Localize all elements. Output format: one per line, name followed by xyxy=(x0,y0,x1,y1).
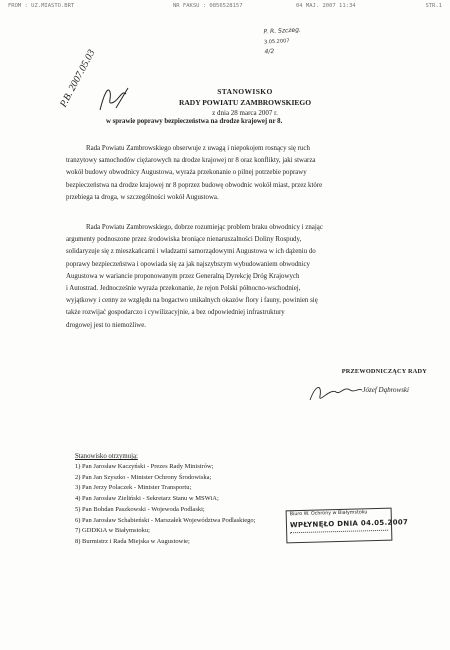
paragraph-line: Rada Powiatu Zambrowskiego obserwuje z uwagą i niepokojem rosnący się ruch xyxy=(86,145,310,152)
document-title: STANOWISKO xyxy=(217,87,273,96)
paragraph-line: Rada Powiatu Zambrowskiego, dobrze rozumiejąc problem braku obwodnicy i znając xyxy=(86,224,323,231)
paragraph-line: poprawy bezpieczeństwa i opowiada się za jak najszybszym wybudowaniem obwodnicy xyxy=(66,260,310,268)
document-header xyxy=(120,86,370,119)
received-stamp-label: WPŁYNĘŁO DNIA 04.05.2007 xyxy=(289,518,409,530)
paragraph-line: drogowej jest to niemożliwe. xyxy=(66,321,146,329)
document-date: z dnia 28 marca 2007 r. xyxy=(212,109,278,117)
recipient-item: 4) Pan Jarosław Zieliński - Sekretarz Stanu w MSWiA; xyxy=(75,495,219,503)
paragraph-line: przebiega ta droga, w szczególności wokół Augustowa. xyxy=(66,193,219,201)
paragraph-line: wyjątkowy i cenny ze względu na bogactwo unikalnych okazów flory i fauny, powinien się xyxy=(66,297,318,305)
fax-number: NR FAKSU : 0856528157 xyxy=(173,3,243,9)
paragraph-1 xyxy=(66,143,386,204)
recipient-item: 8) Burmistrz i Rada Miejska w Augustowie; xyxy=(75,537,190,545)
paragraph-line: bezpieczeństwa na drodze krajowej nr 8 poprzez budowę obwodnic wokół miast, przez które xyxy=(66,181,323,189)
registration-stamp-line3: 4/2 xyxy=(264,47,275,56)
paragraph-line: Augustowa w wariancie proponowanym przez Generalną Dyrekcję Dróg Krajowych xyxy=(66,272,300,280)
council-name: RADY POWIATU ZAMBROWSKIEGO xyxy=(178,98,312,107)
fax-sender: FROM : UZ.MIASTO.BRT xyxy=(8,3,75,9)
stamp-date-line xyxy=(290,530,388,534)
fax-timestamp: 04 MAJ. 2007 11:34 xyxy=(296,3,356,9)
handwritten-date: P.B. 2007.05.03 xyxy=(58,47,98,110)
document-subject: w sprawie poprawy bezpieczeństwa na drodze krajowej nr 8. xyxy=(106,118,283,125)
handwritten-signature xyxy=(306,378,366,408)
received-stamp-office: Biuro W. Ochrony w Białymstoku xyxy=(289,510,368,518)
fax-header xyxy=(8,3,442,13)
registration-stamp-line1: P. R. Szczeg. xyxy=(263,26,302,36)
recipient-item: 2) Pan Jan Szyszko - Minister Ochrony Środowiska; xyxy=(75,473,212,481)
recipient-item: 5) Pan Bohdan Paszkowski - Wojewoda Podlaski; xyxy=(75,505,205,513)
paragraph-line: argumenty podnoszone przez środowiska broniące nienaruszalności Doliny Rospudy, xyxy=(66,236,302,244)
registration-stamp xyxy=(263,25,319,58)
paragraph-2 xyxy=(66,222,386,332)
received-stamp xyxy=(286,508,409,544)
recipient-item: 3) Pan Jerzy Polaczek - Minister Transportu; xyxy=(75,484,192,492)
recipient-item: 1) Pan Jarosław Kaczyński - Prezes Rady Ministrów; xyxy=(75,463,214,470)
fax-page-number: STR.1 xyxy=(425,3,442,9)
paragraph-line: i Autostrad. Jednocześnie wyraża przekonanie, że rejon Polski północno-wschodniej, xyxy=(66,285,301,293)
signatory-role: PRZEWODNICZĄCY RADY xyxy=(341,368,427,375)
recipients-heading: Stanowisko otrzymują: xyxy=(75,453,138,460)
paragraph-line: także rozwijać gospodarczo i cywilizacyjnie, a bez odpowiedniej infrastruktury xyxy=(66,309,285,317)
recipient-item: 6) Pan Jarosław Schabieński - Marszałek Województwa Podlaskiego; xyxy=(75,516,256,524)
paragraph-line: solidaryzuje się z mieszkańcami i władzami samorządowymi Augustowa w ich dążeniu do xyxy=(66,248,316,256)
registration-stamp-line2: 3.05.2007 xyxy=(263,38,290,46)
paragraph-line: wokół budowy obwodnicy Augustowa, wyraża przekonanie o pilnej potrzebie poprawy xyxy=(66,169,307,177)
paragraph-line: tranzytowy samochodów ciężarowych na drodze krajowej nr 8 oraz konflikty, jaki stwarza xyxy=(66,157,316,165)
signatory-name: Józef Dąbrowski xyxy=(362,386,409,394)
recipient-item: 7) GDDKiA w Białymstoku; xyxy=(75,527,150,535)
